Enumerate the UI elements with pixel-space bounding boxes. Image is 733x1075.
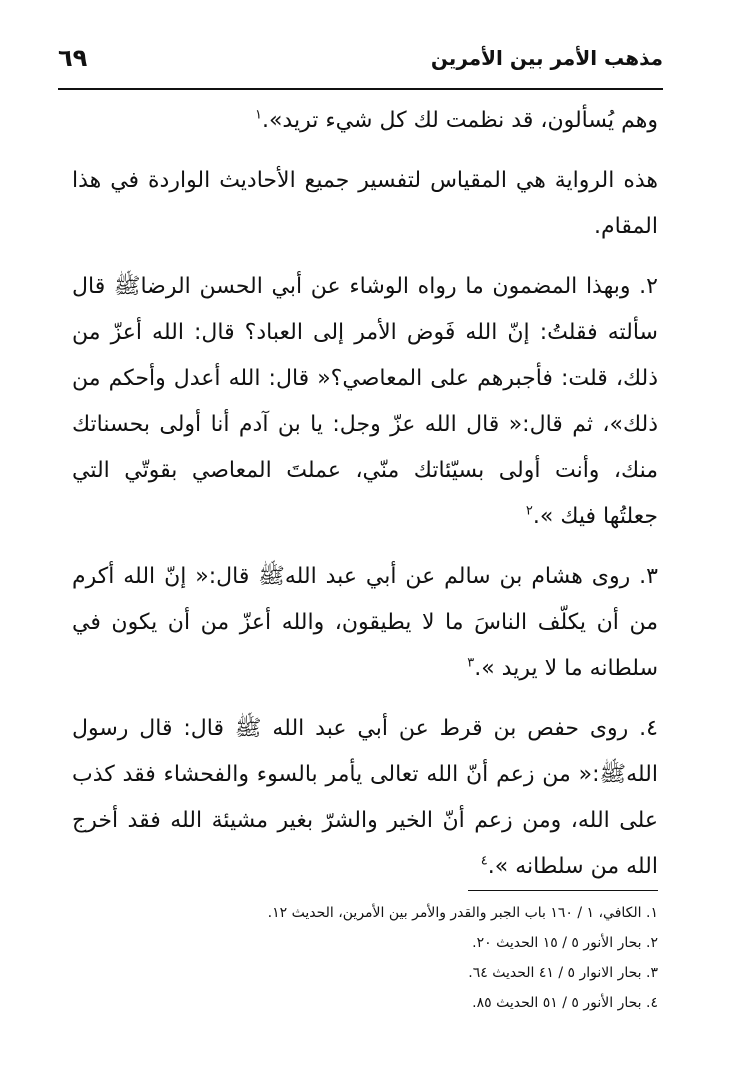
paragraph-4 — [72, 554, 658, 692]
body-text — [72, 98, 658, 904]
paragraph-text: هذه الرواية هي المقياس لتفسير جميع الأحاديث الواردة في هذا المقام. — [72, 168, 658, 239]
footnote-ref: ٢ — [525, 503, 533, 519]
footnote-3: ٣. بحار الانوار ٥ / ٤١ الحديث ٦٤. — [468, 965, 658, 981]
footnote-ref: ١ — [254, 107, 262, 123]
footnote-ref: ٤ — [480, 853, 488, 869]
paragraph-text: ٣. روى هشام بن سالم عن أبي عبد اللهﷺ قال:« إنّ الله أكرم من أن يكلّف الناسَ ما لا يطيقون، والله أعزّ من أن يكون في سلطانه ما لا يريد ». — [72, 564, 658, 681]
header-rule — [58, 88, 663, 90]
paragraph-text: ٤. روى حفص بن قرط عن أبي عبد الله ﷺ قال: قال رسول اللهﷺ:« من زعم أنّ الله تعالى يأمر بالسوء والفحشاء فقد كذب على الله، ومن زعم أنّ الخير والشرّ بغير مشيئة الله فقد أخرج الله من سلطانه ». — [72, 716, 658, 879]
paragraph-text: ٢. وبهذا المضمون ما رواه الوشاء عن أبي الحسن الرضاﷺ قال سألته فقلتُ: إنّ الله فَوض الأمر إلى العباد؟ قال: الله أعزّ من ذلك، قلت: فأجبرهم على المعاصي؟« قال: الله أعدل وأحكم من ذلك»، ثم قال:« قال الله عزّ وجل: يا بن آدم أنا أولى بحسناتك منك، وأنت أولى بسيّئاتك منّي، عملتَ المعاصي بقوتّي التي جعلتُها فيك ». — [72, 274, 658, 529]
page-header — [58, 32, 663, 84]
running-title: مذهب الأمر بين الأمرين — [430, 46, 663, 70]
footnote-rule — [468, 890, 658, 891]
footnote-4: ٤. بحار الأنور ٥ / ٥١ الحديث ٨٥. — [472, 995, 658, 1011]
footnote-2: ٢. بحار الأنور ٥ / ١٥ الحديث ٢٠. — [472, 935, 658, 951]
page-number: ٦٩ — [58, 44, 88, 72]
paragraph-3 — [72, 264, 658, 540]
paragraph-5 — [72, 706, 658, 890]
paragraph-1 — [72, 98, 658, 144]
paragraph-text: وهم يُسألون، قد نظمت لك كل شيء تريد». — [261, 108, 658, 133]
footnotes — [150, 898, 658, 1018]
paragraph-2 — [72, 158, 658, 250]
footnote-1: ١. الكافي، ١ / ١٦٠ باب الجبر والقدر والأمر بين الأمرين، الحديث ١٢. — [267, 905, 658, 921]
footnote-ref: ٣ — [467, 655, 475, 671]
